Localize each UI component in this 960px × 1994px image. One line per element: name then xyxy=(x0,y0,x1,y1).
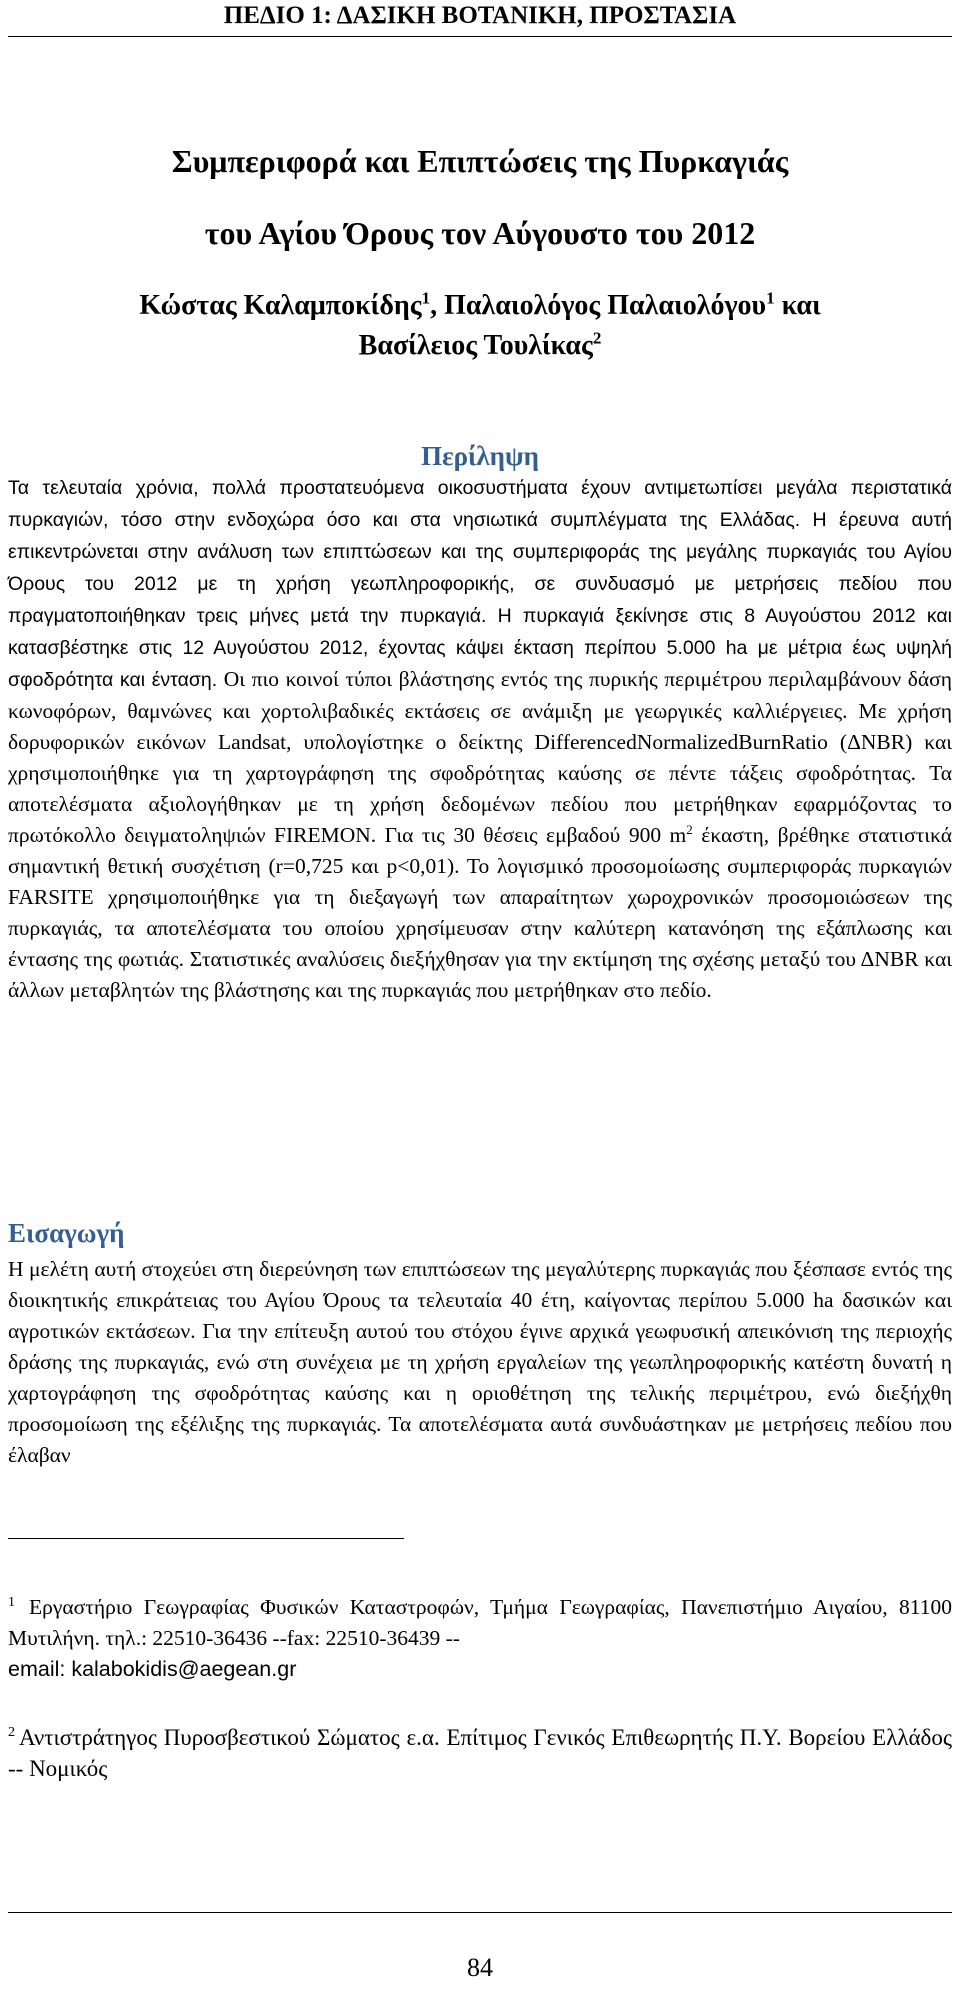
abstract-text-part-3: έκαστη, βρέθηκε στατιστικά σημαντική θετική συσχέτιση (r=0,725 και p<0,01). Το λογισμικό προσομοίωσης συμπεριφοράς πυρκαγιών FARSITE χρησιμοποιήθηκε για τη διεξαγωγή των απαραίτητων χωροχρονικών προσομοιώσεων της πυρκαγιάς, τα αποτελέσματα του οποίου χρησίμευσαν στην καλύτερη κατανόηση της εξάπλωσης και έντασης της φωτιάς. Στατιστικές αναλύσεις διεξήχθησαν για την εκτίμηση της σχέσης μεταξύ του ΔNBR και άλλων μεταβλητών της βλάστησης και της πυρκαγιάς που μετρήθηκαν στο πεδίο. xyxy=(8,823,953,1002)
footnote-1-text: Εργαστήριο Γεωγραφίας Φυσικών Καταστροφών, Τμήμα Γεωγραφίας, Πανεπιστήμιο Αιγαίου, 81100 Μυτιλήνη. τηλ.: 22510-36436 --fax: 22510-36439 -- xyxy=(8,1595,952,1650)
authors-line-1: Κώστας Καλαμποκίδης$^1$, Παλαιολόγος Παλαιολόγου$^1$ και xyxy=(139,288,821,321)
superscript: 2 xyxy=(686,821,693,837)
author-name: Παλαιολόγος Παλαιολόγου xyxy=(444,290,767,321)
introduction-heading: Εισαγωγή xyxy=(8,1218,125,1248)
abstract-text-part-2: Οι πιο κοινοί τύποι βλάστησης εντός της πυρικής περιμέτρου περιλαμβάνουν δάση κωνοφόρων, θαμνώνες και χορτολιβαδικές εκτάσεις σε ανάμιξη με γεωργικές καλλιέργειες. Με χρήση δορυφορικών εικόνων Landsat, υπολογίστηκε ο δείκτης DifferencedNormalizedBurnRatio (ΔNBR) και χρησιμοποιήθηκε για τη χαρτογράφηση της σφοδρότητας καύσης σε πέντε τάξεις σφοδρότητας. Τα αποτελέσματα αξιολογήθηκαν με τη χρήση δεδομένων πεδίου που μετρήθηκαν εφαρμόζοντας το πρωτόκολλο δειγματοληψιών FIREMON. Για τις 30 θέσεις εμβαδού 900 m xyxy=(8,667,952,847)
author-name: Βασίλειος Τουλίκας xyxy=(358,330,593,361)
footnote-1-email: email: kalabokidis@aegean.gr xyxy=(8,1657,297,1681)
paper-title xyxy=(0,125,960,269)
author-name: Κώστας Καλαμποκίδης xyxy=(139,290,422,321)
footnote-mark: 1 xyxy=(8,1594,15,1610)
abstract-text-part-1: Τα τελευταία χρόνια, πολλά προστατευόμενα οικοσυστήματα έχουν αντιμετωπίσει μεγάλα περιστατικά πυρκαγιών, τόσο στην ενδοχώρα όσο και στα νησιωτικά συμπλέγματα της Ελλάδας. Η έρευνα αυτή επικεντρώνεται στην ανάλυση των επιπτώσεων και της συμπεριφοράς της μεγάλης πυρκαγιάς του Αγίου Όρους του 2012 με τη χρήση γεωπληροφορικής, σε συνδυασμό με μετρήσεις πεδίου που πραγματοποιήθηκαν τρεις μήνες μετά την πυρκαγιά. Η πυρκαγιά ξεκίνησε στις 8 Αυγούστου 2012 και κατασβέστηκε στις 12 Αυγούστου 2012, έχοντας κάψει έκταση περίπου 5.000 ha με μέτρια έως υψηλή σφοδρότητα και ένταση. xyxy=(8,477,952,691)
introduction-body: Η μελέτη αυτή στοχεύει στη διερεύνηση των επιπτώσεων της μεγαλύτερης πυρκαγιάς που ξέσπασε εντός της διοικητικής επικράτειας του Αγίου Όρους τα τελευταία 40 έτη, καίγοντας περίπου 5.000 ha δασικών και αγροτικών εκτάσεων. Για την επίτευξη αυτού του στόχου έγινε αρχικά γεωφυσική απεικόνιση της περιοχής δράσης της πυρκαγιάς, ενώ στη συνέχεια με τη χρήση εργαλείων της γεωπληροφορικής κατέστη δυνατή η χαρτογράφηση της σφοδρότητας καύσης και η οριοθέτηση της τελικής περιμέτρου, ενώ διεξήχθη προσομοίωση της εξέλιξης της πυρκαγιάς. Τα αποτελέσματα αυτά συνδυάστηκαν με μετρήσεις πεδίου που έλαβαν xyxy=(8,1257,952,1467)
title-line-1: Συμπεριφορά και Επιπτώσεις της Πυρκαγιάς xyxy=(171,143,789,179)
footnote-mark: 2 xyxy=(8,1725,15,1741)
title-line-2: του Αγίου Όρους τον Αύγουστο του 2012 xyxy=(204,215,756,251)
abstract-heading: Περίληψη xyxy=(421,441,539,471)
page-number: 84 xyxy=(467,1953,493,1982)
author-affiliation-mark: 2 xyxy=(592,328,602,348)
author-affiliation-mark: 1 xyxy=(766,288,775,308)
running-header: ΠΕΔΙΟ 1: ΔΑΣΙΚΗ ΒΟΤΑΝΙΚΗ, ΠΡΟΣΤΑΣΙΑ xyxy=(223,2,737,29)
footer-rule xyxy=(8,1912,952,1913)
footnote-2 xyxy=(8,1722,952,1784)
authors-line-2 xyxy=(0,326,960,366)
footnote-rule xyxy=(8,1538,404,1539)
footnote-2-text: Αντιστράτηγος Πυροσβεστικού Σώματος ε.α. Επίτιμος Γενικός Επιθεωρητής Π.Υ. Βορείου Ελλάδος -- Νομικός xyxy=(8,1725,952,1781)
footnote-1 xyxy=(8,1592,952,1685)
header-rule xyxy=(8,36,952,37)
author-list xyxy=(0,286,960,366)
author-affiliation-mark: 1 xyxy=(421,288,431,308)
abstract-body xyxy=(8,472,952,1006)
author-conjunction: και xyxy=(781,290,821,321)
